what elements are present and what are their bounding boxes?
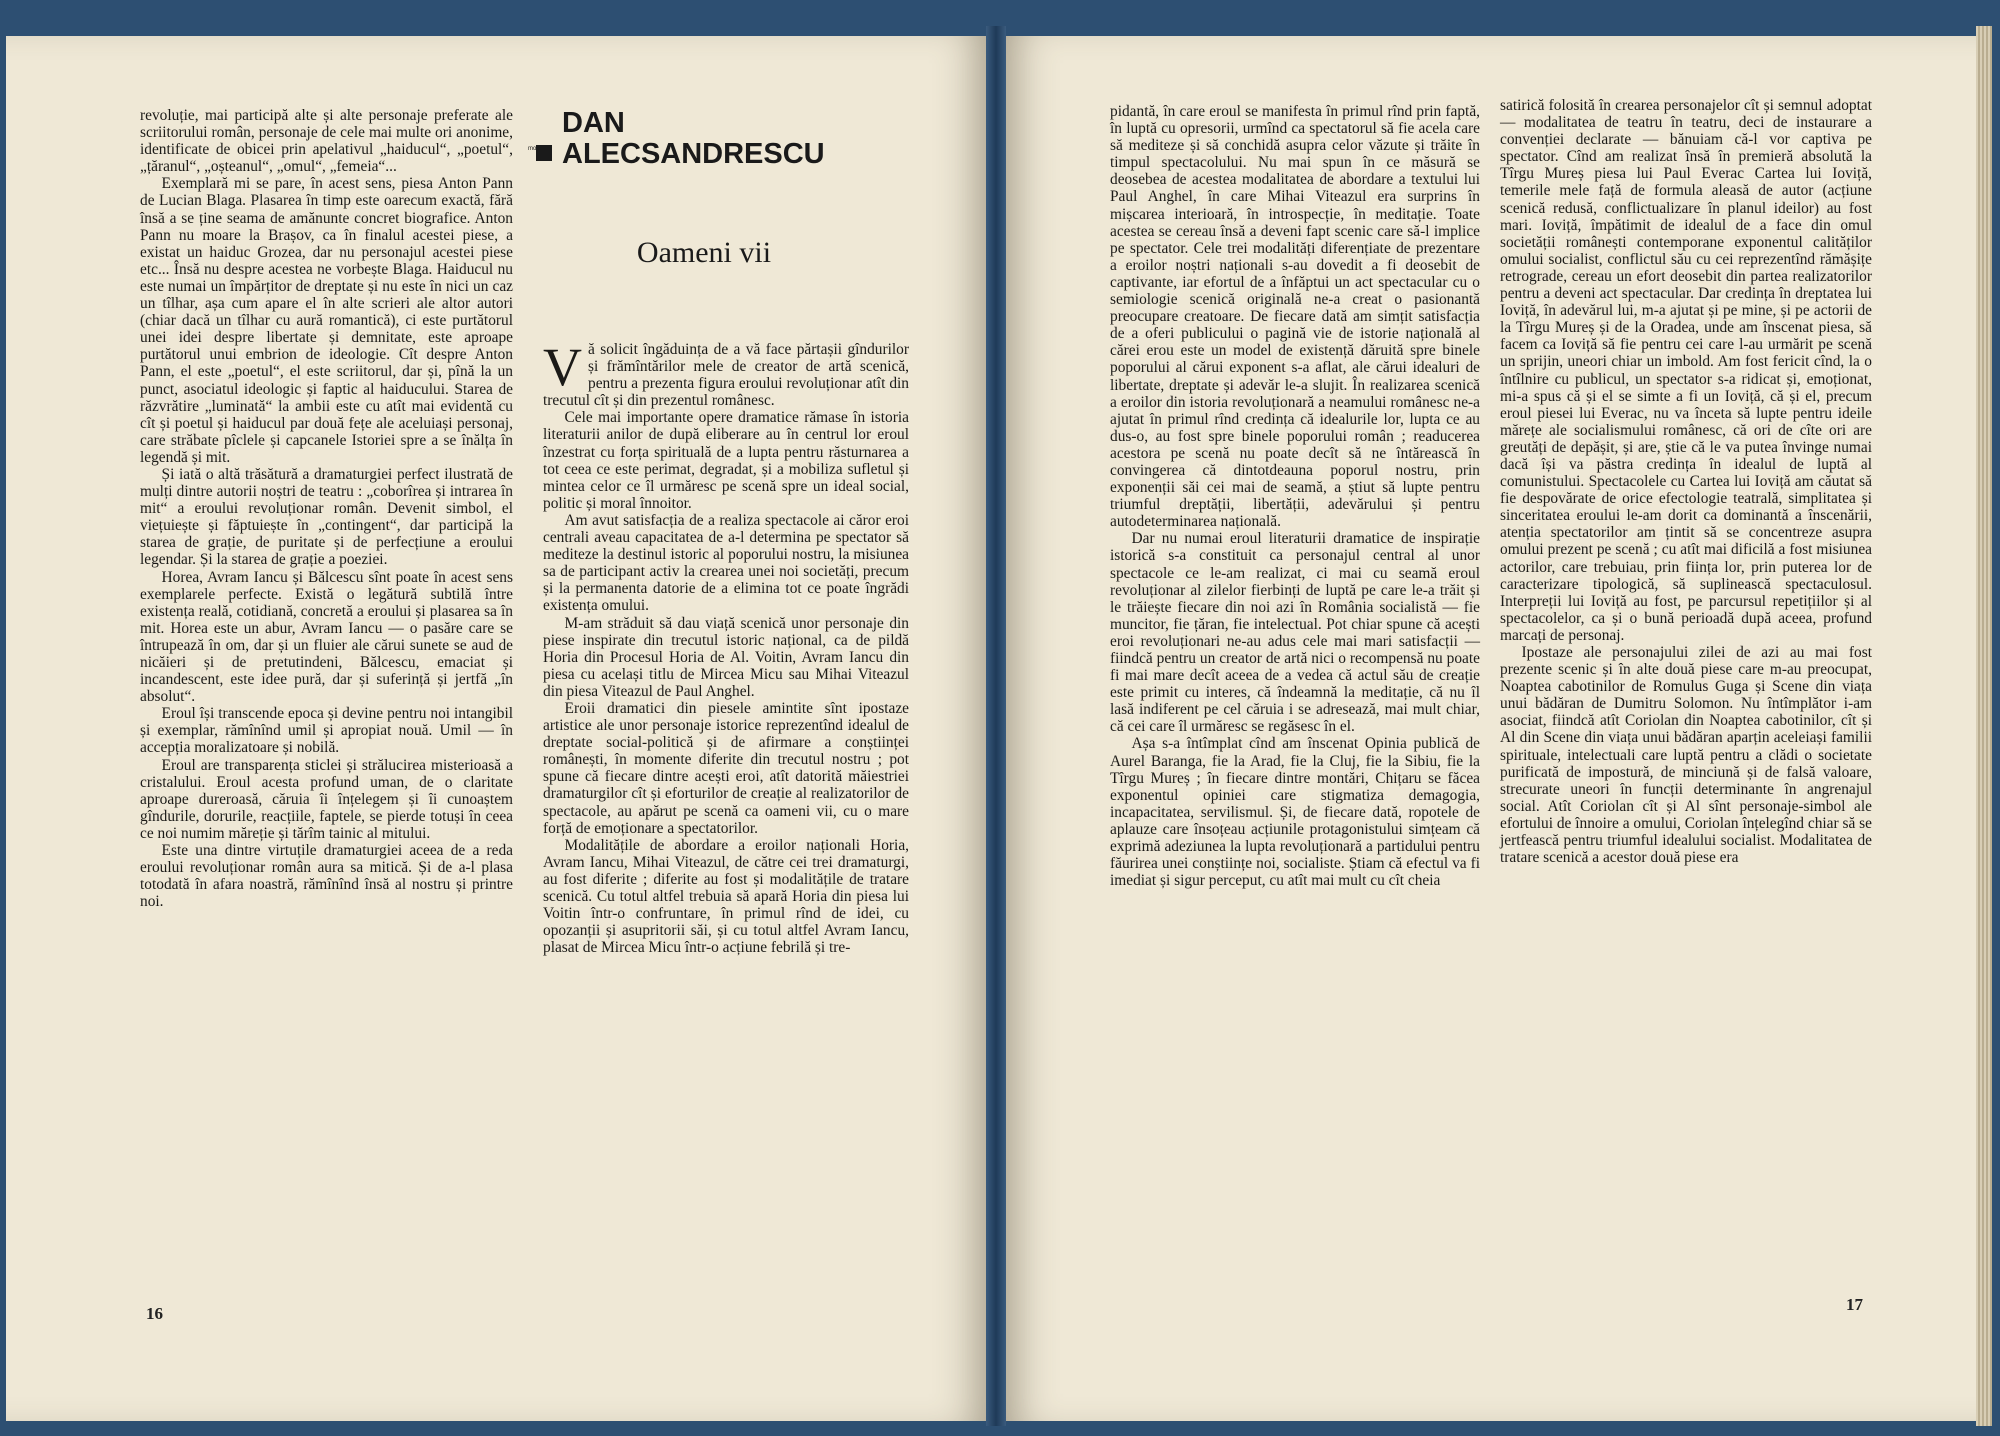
paragraph: satirică folosită în crearea personajelor cît și semnul adoptat — modalitatea de teatru în teatru, deci de instaurare a convenției declarate — bănuiam că-l vor captiva pe spectator. Cînd am realizat însă în premieră absolută la Tîrgu Mureș piesa lui Paul Everac Cartea lui Ioviță, temerile mele față de formula aleasă de autor (acțiune scenică redusă, conflictualizare în planul ideilor) au fost mari. Ioviță, împătimit de idealul de a face din omul societății românești contemporane exponentul calităților omului socialist, conflictul său cu cei reprezentînd rămășițe retrograde, cereau un efort deosebit din partea realizatorilor pentru a deveni act spectacular. Dar credința în dreptatea lui Ioviță, în adevărul lui, m-a ajutat și pe mine, și pe actorii de la Tîrgu Mureș și de la Oradea, unde am înscenat piesa, să facem ca Ioviță să fie pentru cei care l-au urmărit pe scenă un sprijin, uneori chiar un imbold. Am fost fericit cînd, la o întîlnire cu publicul, un spectator s-a ridicat și, emoționat, mi-a spus că și el se simte a fi un Ioviță, că și el, precum eroul piesei lui Everac, nu va înceta să lupte pentru ideile mărețe ale socialismului românesc, că ori de cîte ori are greutăți de depășit, și are, știe că le va putea învinge numai dacă își va păstra credința în idealul de luptă al comunistului. Spectacolele cu Cartea lui Ioviță am căutat să fie despovărate de orice efectologie teatrală, simplitatea și sinceritatea eroului le-am dorit ca dominantă a înscenării, atenția spectatorilor am țintit să se concentreze asupra omului prezent pe scenă ; cu atît mai dificilă a fost misiunea actorilor, care trebuiau, prin ființa lor, prin puterea lor de caracterizare tipologică, să suplinească spectaculosul. Interpreții lui Ioviță au fost, pe parcursul repetițiilor și al spectacolelor, ca și o bună perioadă după aceea, profund marcați de personaj. [1500,97,1872,644]
paragraph: Și iată o altă trăsătură a dramaturgiei perfect ilustrată de mulți dintre autorii noștri de teatru : „coborîrea și intrarea în mit“ a eroului revoluționar român. Devenit simbol, el viețuiește și făptuiește în „contingent“, dar participă la starea de grație, de puritate și de perfecțiune a eroului legendar. Și la starea de grație a poeziei. [140,465,513,569]
author-small-mark: mo [528,146,537,152]
paragraph: revoluție, mai participă alte și alte personaje preferate ale scriitorului român, personaje de cele mai multe ori anonime, identificate de obicei prin apelativul „haiducul“, „poetul“, „țăranul“, „oșteanul“, „omul“, „femeia“... [140,107,513,176]
square-bullet-icon [536,145,552,161]
paragraph: pidantă, în care eroul se manifesta în primul rînd prin faptă, în luptă cu opresorii, urmînd ca spectatorul să fie acela care să mediteze și să conchidă asupra celor văzute și trăite în timpul spectacolului. Nu mai spun în ce măsură se deosebea de acestea modalitatea de abordare a textului lui Paul Anghel, în care Mihai Viteazul era surprins în mișcarea interioară, în introspecție, în meditație. Toate acestea se cereau însă a deveni fapt scenic care să-l implice pe spectator. Cele trei modalități diferențiate de prezentare a eroilor noștri naționali s-au dovedit a fi deosebit de captivante, iar efortul de a înfăptui un act spectacular cu o semiologie scenică originală ne-a creat o pasionantă preocupare creatoare. De fiecare dată am simțit satisfacția de a oferi publicului o pagină vie de istorie națională al cărei erou este un model de existență dăruită spre binele poporului al cărui exponent s-a aflat, ale cărui idealuri de libertate, dreptate și adevăr le-a slujit. În realizarea scenică a eroilor din istoria revoluționară a neamului românesc ne-a ajutat în primul rînd credința că idealurile lor, lupta ce au dus-o, au fost spre binele poporului român ; readucerea acestora pe scenă nu poate decît să ne întărească în convingerea că dintotdeauna poporul nostru, prin exponenții săi cei mai de seamă, a știut să lupte pentru triumful dreptății, libertății, adevărului și pentru autodeterminarea națională. [1110,103,1480,531]
left-page [6,36,986,1421]
author-name: DAN ALECSANDRESCU [562,107,825,170]
paragraph: Exemplară mi se pare, în acest sens, piesa Anton Pann de Lucian Blaga. Plasarea în timp este oarecum exactă, fără însă a se ține seama de amănunte concret biografice. Anton Pann nu moare la Brașov, ca în finalul acestei piese, a existat un haiduc Grozea, dar nu personajul acestei piese etc... Însă nu despre acestea ne vorbește Blaga. Haiducul nu este numai un împărțitor de dreptate și nu este în nici un caz un tîlhar, așa cum apare el în alte scrieri ale altor autori (chiar dacă un tîlhar cu aură romantică), ci este purtătorul unei idei despre libertate și demnitate, este aproape purtătorul unui embrion de ideologie. Cît despre Anton Pann, el este „poetul“, el este scriitorul, dar și, pînă la un punct, asociatul ideologic și faptic al haiducului. Starea de răzvrătire „luminată“ la ambii este cu atît mai evidentă cu cît și poetul și haiducul par două fețe ale aceluiași personaj, care străbate pîclele și capcanele Istoriei spre a se înălța în legendă și mit. [140,175,513,466]
paragraph: Așa s-a întîmplat cînd am înscenat Opinia publică de Aurel Baranga, fie la Arad, fie la Cluj, fie la Sibiu, fie la Tîrgu Mureș ; în fiecare dintre montări, Chițaru se făcea exponentul opiniei care stigmatiza demagogia, incapacitatea, servilismul. Și, de fiecare dată, ropotele de aplauze care însoțeau acțiunile protagonistului simțeam că exprimă adeziunea la lupta revoluționară a partidului pentru făurirea unei conștiințe noi, socialiste. Știam că efectul va fi imediat și sigur perceput, cu atît mai mult cu cît cheia [1110,735,1480,890]
page-number: 16 [146,1304,163,1323]
paragraph: Modalitățile de abordare a eroilor naționali Horia, Avram Iancu, Mihai Viteazul, de către cei trei dramaturgi, au fost diferite ; diferite au fost și modalitățile de tratare scenică. Cu totul altfel trebuia să apară Horia din piesa lui Voitin într-o confruntare, în primul rînd de idei, cu opozanții și asupritorii săi, și cu totul altfel Avram Iancu, plasat de Mircea Micu într-o acțiune febrilă și tre- [543,836,909,957]
drop-cap: V [543,337,582,397]
paragraph [543,337,909,410]
page-edges [1976,26,1992,1426]
right-page [1006,36,1986,1421]
paragraph: Cele mai importante opere dramatice rămase în istoria literaturii anilor de după eliberare au în centrul lor eroul înzestrat cu forța spirituală de a lupta pentru răsturnarea a tot ceea ce este perimat, degradat, și a mobiliza sufletul și mintea celor ce îl urmăresc pe scenă spre un ideal social, politic și moral înnoitor. [543,409,909,512]
article-title: Oameni vii [636,236,772,269]
paragraph: Dar nu numai eroul literaturii dramatice de inspirație istorică s-a constituit ca personajul central al unor spectacole ce le-am realizat, ci mai cu seamă eroul revoluționar al zilelor fierbinți de luptă pe care le-a trăit și le trăiește fiecare din noi azi în România socialistă — fie muncitor, fie țăran, fie intelectual. Pot chiar spune că acești eroi revoluționari ne-au adus cele mai mari satisfacții — fiindcă pentru un creator de artă nici o recompensă nu poate fi mai mare decît aceea de a vedea că actul său de creație este primit cu interes, că îndeamnă la meditație, că nu îl lasă indiferent pe cel căruia i se adresează, mai mult chiar, că cei care îl urmăresc se regăsesc în el. [1110,530,1480,736]
right-page-column-1 [1110,103,1480,889]
book-gutter [986,26,1006,1426]
page-number: 17 [1846,1295,1863,1314]
paragraph: Ipostaze ale personajului zilei de azi au mai fost prezente scenic și în alte două piese care m-au preocupat, Noaptea cabotinilor de Romulus Guga și Scene din viața unui bădăran de Dumitru Solomon. Nu întîmplător i-am asociat, fiindcă atît Coriolan din Noaptea cabotinilor, cît și Al din Scene din viața unui bădăran aparțin aceleiași familii spirituale, intelectuali care luptă pentru a clădi o societate purificată de impostură, de minciună și de falsă valoare, strecurate uneori în funcții determinante în angrenajul social. Atît Coriolan cît și Al sînt personaje-simbol ale efortului de înnoire a omului, Coriolan înțelegînd chiar să se jertfească pentru triumful idealului socialist. Modalitatea de tratare scenică a acestor două piese era [1500,644,1872,867]
right-page-column-2 [1500,97,1872,866]
paragraph: Horea, Avram Iancu și Bălcescu sînt poate în acest sens exemplarele perfecte. Există o legătură subtilă între existența reală, cotidiană, concretă a eroului și plasarea sa în mit. Horea este un abur, Avram Iancu — o pasăre care se întrupează în om, dar și un fluier ale cărui sunete se aud de nicăieri și de pretutindeni, Bălcescu, emaciat și incandescent, este idee pură, dar și suferință și jertfă „în absolut“. [140,568,513,706]
paragraph: Eroii dramatici din piesele amintite sînt ipostaze artistice ale unor personaje istorice reprezentînd idealul de dreptate social-politică și de afirmare a conștiinței românești, în momente diferite din trecutul nostru ; pot spune că fiecare dintre acești eroi, atît datorită măiestriei dramaturgilor cît și eforturilor de creație al realizatorilor de spectacole, au apărut pe scenă ca oameni vii, cu o mare forță de emoționare a spectatorilor. [543,699,909,837]
book-spread [6,26,1992,1426]
article-author [528,107,872,170]
paragraph: M-am străduit să dau viață scenică unor personaje din piese inspirate din trecutul istoric național, ca de pildă Horia din Procesul Horia de Al. Voitin, Avram Iancu din piesa cu același titlu de Mircea Micu sau Mihai Viteazul din piesa Viteazul de Paul Anghel. [543,614,909,700]
first-paragraph-text: ă solicit îngăduința de a vă face părtașii gîndurilor și frămîntărilor mele de creator de artă scenică, pentru a prezenta figura eroului revoluționar atît din trecutul cît și din prezentul românesc. [543,341,909,410]
paragraph: Eroul are transparența sticlei și strălucirea misterioasă a cristalului. Eroul acesta profund uman, de o claritate aproape dureroasă, căruia îi înțelegem și îi cunoaștem gîndurile, dorurile, reacțiile, faptele, se pierde totuși în ceea ce noi numim măreție și tărîm tainic al mitului. [140,756,513,842]
left-page-column-1 [140,107,513,910]
paragraph: Eroul își transcende epoca și devine pentru noi intangibil și exemplar, rămînînd umil și apropiat nouă. Umil — în accepția moralizatoare și nobilă. [140,705,513,757]
left-page-column-2 [543,337,909,957]
paragraph: Am avut satisfacția de a realiza spectacole ai căror eroi centrali aveau capacitatea de a-l determina pe spectator să mediteze la destinul istoric al poporului nostru, la misiunea sa de participant activ la crearea unei noi societăți, precum și la permanenta datorie de a elimina tot ce poate îngrădi existența omului. [543,511,909,615]
paragraph: Este una dintre virtuțile dramaturgiei aceea de a reda eroului revoluționar român aura sa mitică. Și de a-l plasa totodată în afara noastră, rămînînd însă al nostru și printre noi. [140,842,513,911]
